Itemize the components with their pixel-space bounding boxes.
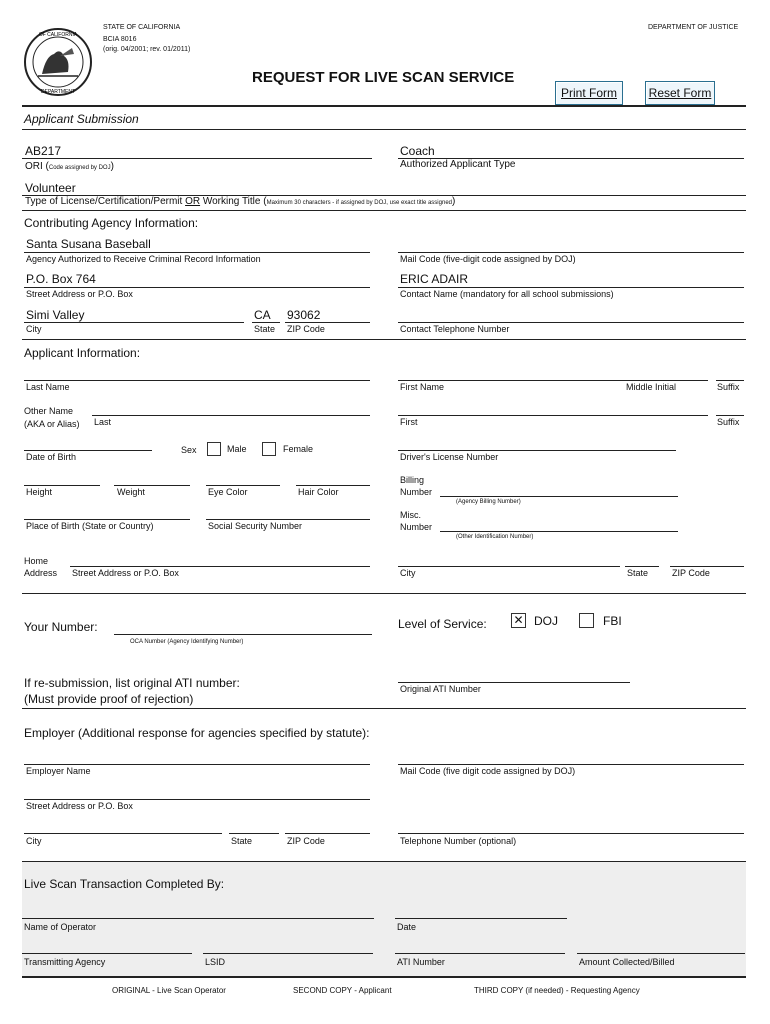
original-ati-label: Original ATI Number [400,684,481,694]
license-field[interactable]: Volunteer [25,181,76,195]
employer-name-label: Employer Name [26,766,91,776]
your-number-label: Your Number: [24,620,98,634]
billing-number-label: Number [400,487,433,497]
billing-label: Billing [400,475,425,485]
alias-first-underline[interactable] [398,415,708,416]
middle-initial-label: Middle Initial [626,382,677,392]
misc-label: Misc. [400,510,421,520]
home-state-underline[interactable] [625,566,659,567]
dob-label: Date of Birth [26,452,77,462]
agency-address-underline [24,287,370,288]
agency-zip-label: ZIP Code [287,324,325,334]
contributing-agency-heading: Contributing Agency Information: [24,216,199,230]
first-name-label: First Name [400,382,445,392]
first-name-underline[interactable] [398,380,708,381]
employer-phone-underline[interactable] [398,833,744,834]
hair-color-label: Hair Color [298,487,339,497]
state-underline [252,322,280,323]
footer-original: ORIGINAL - Live Scan Operator [112,986,226,995]
male-label: Male [227,444,247,454]
lsid-underline[interactable] [203,953,373,954]
resubmission-label: If re-submission, list original ATI number: [24,676,240,690]
agency-state-label: State [254,324,276,334]
dob-underline[interactable] [24,450,152,451]
employer-phone-label: Telephone Number (optional) [400,836,517,846]
eye-color-label: Eye Color [208,487,248,497]
divider [22,210,746,211]
footer-divider [22,976,746,978]
fbi-checkbox[interactable] [579,613,594,628]
alias-first-label: First [400,417,418,427]
live-scan-heading: Live Scan Transaction Completed By: [24,877,225,891]
female-label: Female [283,444,314,454]
aka-alias-label: (AKA or Alias) [24,419,80,429]
home-street-label: Street Address or P.O. Box [72,568,179,578]
employer-zip-label: ZIP Code [287,836,325,846]
divider [22,339,746,340]
ssn-label: Social Security Number [208,521,303,531]
contact-phone-label: Contact Telephone Number [400,324,510,334]
date-underline[interactable] [395,918,567,919]
employer-zip-underline[interactable] [285,833,370,834]
pob-label: Place of Birth (State or Country) [26,521,154,531]
footer-second-copy: SECOND COPY - Applicant [293,986,392,995]
employer-street-label: Street Address or P.O. Box [26,801,133,811]
agency-underline [24,252,370,253]
suffix-underline[interactable] [716,380,744,381]
footer-third-copy: THIRD COPY (if needed) - Requesting Agency [474,986,640,995]
misc-number-label: Number [400,522,433,532]
your-number-underline[interactable] [114,634,372,635]
home-city-underline[interactable] [398,566,620,567]
sex-label: Sex [181,445,197,455]
home-label: Home [24,556,49,566]
department-label: DEPARTMENT OF JUSTICE [648,24,739,31]
agency-zip-field[interactable]: 93062 [287,308,321,322]
contact-name-label: Contact Name (mandatory for all school submissions) [400,289,614,299]
alias-last-label: Last [94,417,112,427]
amount-label: Amount Collected/Billed [579,957,675,967]
misc-underline[interactable] [440,531,678,532]
home-zip-label: ZIP Code [672,568,710,578]
ati-underline[interactable] [395,953,565,954]
divider [22,129,746,130]
applicant-type-label: Authorized Applicant Type [400,159,516,170]
agency-address-label: Street Address or P.O. Box [26,289,133,299]
agency-address-field[interactable]: P.O. Box 764 [26,272,96,286]
amount-underline[interactable] [577,953,745,954]
weight-underline[interactable] [114,485,190,486]
employer-heading: Employer (Additional response for agencies specified by statute): [24,726,370,740]
hair-color-underline[interactable] [296,485,370,486]
agency-field[interactable]: Santa Susana Baseball [26,237,151,251]
last-name-underline[interactable] [24,380,370,381]
employer-mail-code-underline[interactable] [398,764,744,765]
height-label: Height [26,487,53,497]
original-ati-underline[interactable] [398,682,630,683]
operator-underline[interactable] [22,918,374,919]
home-city-label: City [400,568,416,578]
form-revision: (orig. 04/2001; rev. 01/2011) [103,46,191,53]
svg-text:OF CALIFORNIA: OF CALIFORNIA [38,32,78,38]
operator-label: Name of Operator [24,922,97,932]
agency-label: Agency Authorized to Receive Criminal Record Information [26,254,261,264]
zip-underline [285,322,370,323]
misc-small-label: (Other Identification Number) [456,534,534,540]
eye-color-underline[interactable] [206,485,280,486]
divider [22,593,746,594]
male-checkbox[interactable] [207,442,221,456]
fbi-label: FBI [603,614,622,628]
employer-name-underline[interactable] [24,764,370,765]
address-label: Address [24,568,58,578]
contact-name-underline [398,287,744,288]
transmitting-agency-label: Transmitting Agency [24,957,106,967]
doj-seal-icon [20,26,96,98]
height-underline[interactable] [24,485,100,486]
home-zip-underline[interactable] [670,566,744,567]
form-id: BCIA 8016 [103,36,137,43]
mail-code-underline [398,252,744,253]
lsid-label: LSID [205,957,226,967]
drivers-license-underline[interactable] [398,450,676,451]
weight-label: Weight [117,487,145,497]
transmitting-underline[interactable] [22,953,192,954]
city-underline [24,322,244,323]
header-divider [22,105,746,107]
female-checkbox[interactable] [262,442,276,456]
employer-city-label: City [26,836,42,846]
proof-of-rejection-label: (Must provide proof of rejection) [24,692,194,706]
home-state-label: State [627,568,649,578]
billing-small-label: (Agency Billing Number) [456,499,521,505]
billing-underline[interactable] [440,496,678,497]
ori-label: ORI (Code assigned by DOJ) [25,161,114,172]
last-name-label: Last Name [26,382,70,392]
home-street-underline[interactable] [70,566,370,567]
print-form-button[interactable]: Print Form [555,81,623,105]
reset-form-button[interactable]: Reset Form [645,81,715,105]
ssn-underline[interactable] [206,519,370,520]
ori-underline [22,158,372,159]
applicant-type-field[interactable]: Coach [400,144,435,158]
employer-city-underline[interactable] [24,833,222,834]
ori-field[interactable]: AB217 [25,144,62,158]
drivers-license-label: Driver's License Number [400,452,499,462]
alias-suffix-label: Suffix [717,417,740,427]
doj-checkbox[interactable]: ✕ [511,613,526,628]
employer-state-underline[interactable] [229,833,279,834]
agency-state-field[interactable]: CA [254,308,271,322]
form-title: REQUEST FOR LIVE SCAN SERVICE [252,69,515,86]
contact-name-field[interactable]: ERIC ADAIR [400,272,469,286]
employer-state-label: State [231,836,253,846]
date-label: Date [397,922,417,932]
mail-code-label: Mail Code (five-digit code assigned by DOJ) [400,254,576,264]
license-label: Type of License/Certification/Permit OR Working Title (Maximum 30 characters - if assigned by DOJ, use exact title assigned) [25,196,456,207]
other-name-label: Other Name [24,406,74,416]
applicant-info-heading: Applicant Information: [24,346,141,360]
pob-underline[interactable] [24,519,190,520]
suffix-label: Suffix [717,382,740,392]
state-label: STATE OF CALIFORNIA [103,24,181,31]
doj-label: DOJ [534,614,558,628]
alias-suffix-underline[interactable] [716,415,744,416]
employer-mail-code-label: Mail Code (five digit code assigned by DOJ) [400,766,576,776]
divider [22,708,746,709]
oca-small-label: OCA Number (Agency Identifying Number) [130,639,244,645]
svg-text:DEPARTMENT: DEPARTMENT [41,89,75,95]
agency-city-label: City [26,324,42,334]
agency-city-field[interactable]: Simi Valley [26,308,85,322]
ati-number-label: ATI Number [397,957,445,967]
phone-underline [398,322,744,323]
applicant-submission-heading: Applicant Submission [24,112,139,126]
alias-last-underline[interactable] [92,415,370,416]
level-of-service-label: Level of Service: [398,617,487,631]
employer-street-underline[interactable] [24,799,370,800]
